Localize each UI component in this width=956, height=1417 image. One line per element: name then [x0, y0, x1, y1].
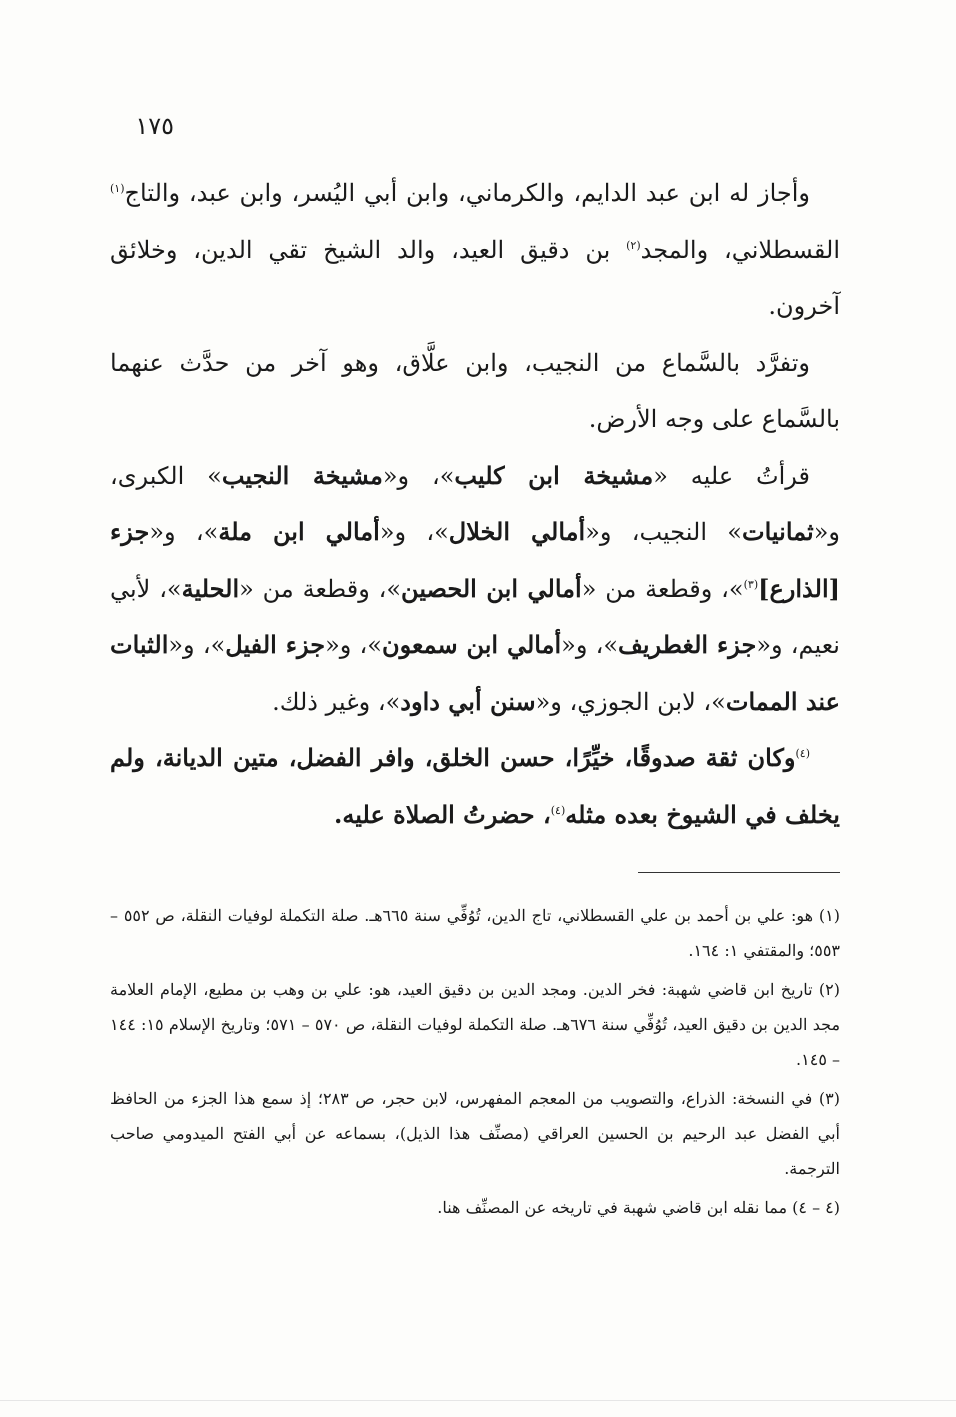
book-title: مشيخة ابن كليب: [454, 460, 654, 490]
book-title: سنن أبي داود: [400, 686, 536, 716]
book-title: جزء الفيل: [225, 630, 326, 659]
book-title: جزء الغطريف: [618, 630, 757, 659]
text-segment: »، و«: [149, 518, 219, 546]
text-segment: »، وقطعة من «: [239, 574, 402, 603]
text-segment: » الكبرى، و«: [110, 461, 840, 546]
footnote-separator: [638, 872, 840, 873]
footnote-3: (٣) في النسخة: الذراع، والتصويب من المعجم المفهرس، لابن حجر، ص ٢٨٣؛ إذ سمع هذا الجزء من الحافظ أبي الفضل عبد الرحيم بن الحسين العراقي (مصنِّف هذا الذيل)، بسماعه عن أبي الفتح الميدومي صاحب الترجمة.: [110, 1089, 841, 1178]
book-title: جزء [الذارع]: [110, 517, 840, 603]
text-segment: »، و«: [561, 631, 619, 659]
text-segment: »، وقطعة من «: [581, 574, 744, 603]
text-segment: »، و«: [168, 631, 226, 659]
text-segment: قرأتُ عليه «: [653, 461, 811, 490]
text-segment: بن دقيق العيد، والد الشيخ تقي الدين، وخلائق آخرون.: [110, 235, 840, 320]
footnote-ref-3[interactable]: (٣): [743, 577, 759, 591]
footnote-4: (٤ – ٤) مما نقله ابن قاضي شهبة في تاريخه عن المصنِّف هنا.: [437, 1198, 840, 1217]
footnote-ref-2[interactable]: (٢): [626, 238, 641, 252]
footnote-2: (٢) تاريخ ابن قاضي شهبة: فخر الدين. ومجد الدين بن دقيق العيد، هو: علي بن وهب بن مطيع، الإمام العلامة مجد الدين بن دقيق العيد، تُوُفِّي سنة ٦٧٦هـ. صلة التكملة لوفيات النقلة، ص ٥٧٠ – ٥٧١؛ وتاريخ الإسلام ١٥: ١٤٤ – ١٤٥.: [110, 980, 841, 1069]
footnotes: [110, 898, 840, 1229]
text-segment: القسطلاني، والمجد: [640, 235, 840, 264]
text-segment: »، و«: [382, 461, 455, 490]
paragraph-readings: [110, 448, 840, 731]
paragraph-ijaza: [110, 165, 840, 335]
main-text: [110, 165, 840, 843]
text-segment: »، و«: [325, 631, 382, 659]
book-title: أمالي ابن الحصين: [401, 573, 582, 603]
text-segment: »، لأبي نعيم، و«: [110, 574, 840, 659]
page-number: ١٧٥: [135, 112, 174, 140]
text-segment: وأجاز له ابن عبد الدايم، والكرماني، وابن أبي اليُسر، وابن عبد، والتاج: [124, 179, 810, 207]
paragraph-character: [110, 730, 840, 843]
book-title: أمالي ابن ملة: [218, 517, 380, 546]
footnote-ref-1[interactable]: (١): [110, 182, 125, 195]
quoted-text: وكان ثقة صدوقًا، خيِّرًا، حسن الخلق، وافر الفضل، متين الديانة، ولم يخلف في الشيوخ بعده مثله: [110, 743, 840, 829]
text-segment: »، وغير ذلك.: [272, 687, 401, 716]
footnote-ref-4-open[interactable]: (٤): [795, 747, 810, 760]
text-segment: »، لابن الجوزي، و«: [535, 687, 726, 716]
paragraph-samaa: وتفرَّد بالسَّماع من النجيب، وابن علَّاق، وهو آخر من حدَّث عنهما بالسَّماع على وجه الأرض.: [110, 348, 840, 433]
book-title: أمالي ابن سمعون: [381, 630, 562, 659]
text-segment: » النجيب، و«: [585, 518, 742, 546]
book-title: الثبات عند الممات: [110, 630, 840, 716]
text-segment: ، حضرتُ الصلاة عليه.: [334, 799, 551, 829]
footnote-ref-4-close[interactable]: (٤): [550, 803, 566, 817]
book-title: مشيخة النجيب: [221, 460, 383, 490]
book-title: أمالي الخلال: [448, 517, 586, 546]
footnote-1: (١) هو: علي بن أحمد بن علي القسطلاني، تاج الدين، تُوُفِّي سنة ٦٦٥هـ. صلة التكملة لوفيات النقلة، ص ٥٥٢ – ٥٥٣؛ والمقتفي ١: ١٦٤.: [110, 906, 840, 960]
book-title: الحلية: [181, 573, 240, 603]
book-title: ثمانيات: [741, 517, 814, 546]
text-segment: »، و«: [379, 518, 449, 546]
page-edge: [0, 1400, 956, 1401]
